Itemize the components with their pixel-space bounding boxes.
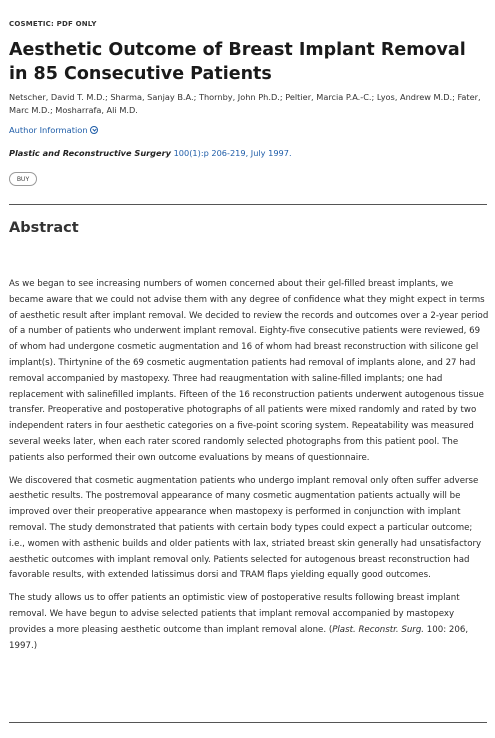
citation-reference-link[interactable]: 100(1):p 206-219, July 1997.	[173, 148, 292, 158]
divider	[9, 722, 487, 723]
abstract-paragraph	[9, 591, 489, 654]
abstract-body	[9, 277, 489, 661]
buy-button[interactable]: BUY	[9, 172, 37, 186]
article-title: Aesthetic Outcome of Breast Implant Removal in 85 Consecutive Patients	[9, 40, 466, 84]
citation	[9, 148, 292, 158]
author-list: Netscher, David T. M.D.; Sharma, Sanjay B.A.; Thornby, John Ph.D.; Peltier, Marcia P.A.-C.; Lyos, Andrew M.D.; Fater, Marc M.D.; Mosharrafa, Ali M.D.	[9, 92, 481, 115]
abstract-paragraph: We discovered that cosmetic augmentation patients who undergo implant removal only often suffer adverse aesthetic results. The postremoval appearance of many cosmetic augmentation patients actually will be improved over their preoperative appearance when mastopexy is performed in conjunction with implant removal. The study demonstrated that patients with certain body types could expect a particular outcome; i.e., women with asthenic builds and older patients with lax, striated breast skin generally had unsatisfactory aesthetic outcomes with implant removal only. Patients selected for autogenous breast reconstruction had favorable results, with extended latissimus dorsi and TRAM flaps yielding equally good outcomes.	[9, 475, 482, 581]
author-information-toggle[interactable]	[9, 125, 98, 135]
journal-name: Plastic and Reconstructive Surgery	[9, 148, 171, 158]
abstract-text: The study allows us to offer patients an optimistic view of postoperative results following breast implant removal. We have begun to advise selected patients that implant removal accompanied by mastopexy provides a more pleasing aesthetic outcome than implant removal alone. (	[9, 593, 460, 635]
article-category: COSMETIC: PDF ONLY	[9, 20, 97, 28]
chevron-down-circle-icon	[90, 126, 98, 134]
author-information-label: Author Information	[9, 125, 88, 135]
abstract-paragraph: As we began to see increasing numbers of women concerned about their gel-filled breast implants, we became aware that we could not advise them with any degree of confidence what they might expect in terms of aesthetic result after implant removal. We decided to review the records and outcomes over a 2-year period of a number of patients who underwent implant removal. Eighty-five consecutive patients were reviewed, 69 of whom had undergone cosmetic augmentation and 16 of whom had breast reconstruction with silicone gel implant(s). Thirtynine of the 69 cosmetic augmentation patients had removal of implants alone, and 27 had removal accompanied by mastopexy. Three had reaugmentation with saline-filled implants; one had replacement with salinefilled implants. Fifteen of the 16 reconstruction patients underwent autogenous tissue transfer. Preoperative and postoperative photographs of all patients were mixed randomly and rated by two independent raters in four aesthetic categories on a five-point scoring system. Repeatability was measured several weeks later, when each rater scored randomly selected photographs from this patient pool. The patients also performed their own outcome evaluations by means of questionnaire.	[9, 279, 489, 463]
abstract-heading: Abstract	[9, 220, 79, 236]
divider	[9, 204, 487, 205]
abstract-text: 100: 206, 1997.)	[9, 624, 469, 651]
journal-abbreviation: Plast. Reconstr. Surg.	[332, 624, 425, 635]
